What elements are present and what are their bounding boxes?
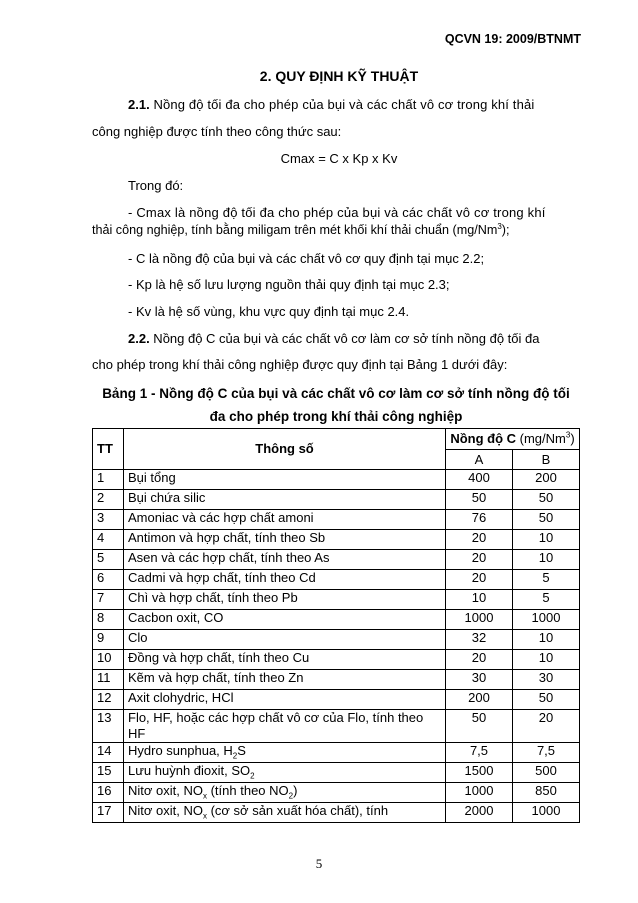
cell-tt: 10	[93, 650, 124, 670]
cell-tt: 8	[93, 610, 124, 630]
cell-value-a: 20	[446, 650, 513, 670]
header-column-a: A	[446, 450, 513, 470]
cell-value-a: 1000	[446, 610, 513, 630]
para-2-1-text: Nồng độ tối đa cho phép của bụi và các chất vô cơ trong khí thải	[149, 97, 535, 112]
cell-tt: 5	[93, 550, 124, 570]
cell-value-b: 500	[513, 763, 580, 783]
cell-value-b: 5	[513, 590, 580, 610]
param-text: Hydro sunphua, H	[128, 743, 233, 758]
cell-value-b: 10	[513, 630, 580, 650]
cell-value-b: 200	[513, 470, 580, 490]
cell-parameter	[124, 783, 446, 803]
para-2-2-number: 2.2.	[128, 331, 150, 346]
standard-code-header: QCVN 19: 2009/BTNMT	[444, 32, 581, 46]
header-concentration-unit	[516, 431, 575, 446]
cell-parameter: Cacbon oxit, CO	[124, 610, 446, 630]
header-concentration	[446, 429, 580, 450]
cell-parameter: Clo	[124, 630, 446, 650]
table-row	[93, 803, 580, 823]
bullet-kv: - Kv là hệ số vùng, khu vực quy định tại mục 2.4.	[128, 304, 410, 319]
table-row	[93, 650, 580, 670]
cell-parameter: Bụi chứa silic	[124, 490, 446, 510]
cell-value-a: 200	[446, 690, 513, 710]
formula: Cmax = C x Kp x Kv	[280, 151, 398, 166]
cell-value-a: 1500	[446, 763, 513, 783]
cell-value-b: 10	[513, 650, 580, 670]
table-row	[93, 570, 580, 590]
cell-tt: 17	[93, 803, 124, 823]
section-title: 2. QUY ĐỊNH KỸ THUẬT	[259, 68, 419, 84]
cell-tt: 1	[93, 470, 124, 490]
param-text-end: )	[293, 783, 298, 798]
bullet-c: - C là nồng độ của bụi và các chất vô cơ quy định tại mục 2.2;	[128, 251, 485, 266]
table-row	[93, 510, 580, 530]
bullet-cmax-line2-text: thải công nghiệp, tính bằng miligam trên mét khối khí thải chuẩn (mg/Nm	[92, 223, 498, 237]
table-row	[93, 710, 580, 743]
table-caption	[92, 382, 580, 428]
param-text: Nitơ oxit, NO	[128, 803, 203, 818]
cell-parameter	[124, 763, 446, 783]
page-number: 5	[315, 856, 323, 871]
bullet-cmax-line2	[92, 223, 509, 237]
para-2-2-text: Nồng độ C của bụi và các chất vô cơ làm cơ sở tính nồng độ tối đa	[149, 331, 540, 346]
table-body	[93, 470, 580, 823]
bullet-kp: - Kp là hệ số lưu lượng nguồn thải quy định tại mục 2.3;	[128, 277, 450, 292]
cell-value-a: 20	[446, 570, 513, 590]
table-row	[93, 690, 580, 710]
param-text-end: (cơ sở sản xuất hóa chất), tính	[206, 803, 389, 818]
para-2-2-line2: cho phép trong khí thải công nghiệp được quy định tại Bảng 1 dưới đây:	[92, 357, 508, 372]
table-row	[93, 630, 580, 650]
table-row	[93, 743, 580, 763]
cell-tt: 7	[93, 590, 124, 610]
cell-parameter	[124, 743, 446, 763]
param-subscript: 2	[250, 771, 255, 781]
table-header-row	[93, 429, 580, 450]
para-2-2-line1	[128, 331, 539, 346]
param-text-mid: (tính theo NO	[206, 783, 289, 798]
header-concentration-label: Nồng độ C	[450, 431, 517, 446]
cell-tt: 16	[93, 783, 124, 803]
param-subscript-2: 2	[288, 791, 294, 801]
cell-value-a: 50	[446, 490, 513, 510]
header-tt: TT	[93, 429, 124, 470]
cell-tt: 12	[93, 690, 124, 710]
table-row	[93, 670, 580, 690]
table-caption-line2: đa cho phép trong khí thải công nghiệp	[209, 409, 463, 424]
table-row	[93, 550, 580, 570]
cell-parameter: Đồng và hợp chất, tính theo Cu	[124, 650, 446, 670]
cell-value-a: 2000	[446, 803, 513, 823]
cell-value-a: 7,5	[446, 743, 513, 763]
table-row	[93, 530, 580, 550]
cell-value-b: 5	[513, 570, 580, 590]
cell-parameter	[124, 803, 446, 823]
cell-parameter: Kẽm và hợp chất, tính theo Zn	[124, 670, 446, 690]
cell-value-b: 50	[513, 690, 580, 710]
cell-value-a: 1000	[446, 783, 513, 803]
param-subscript: x	[202, 811, 207, 821]
trong-do-label: Trong đó:	[128, 178, 184, 193]
cell-parameter: Antimon và hợp chất, tính theo Sb	[124, 530, 446, 550]
cell-parameter: Cadmi và hợp chất, tính theo Cd	[124, 570, 446, 590]
bullet-cmax-line2-end: );	[501, 223, 510, 237]
cell-value-b: 20	[513, 710, 580, 743]
cell-value-b: 10	[513, 550, 580, 570]
unit-close: )	[570, 431, 575, 446]
cell-value-a: 30	[446, 670, 513, 690]
table-row	[93, 610, 580, 630]
cell-parameter: Axit clohydric, HCl	[124, 690, 446, 710]
para-2-1-number: 2.1.	[128, 97, 150, 112]
cell-tt: 6	[93, 570, 124, 590]
param-subscript: x	[202, 791, 207, 801]
table-row	[93, 763, 580, 783]
cell-value-a: 76	[446, 510, 513, 530]
cell-value-b: 10	[513, 530, 580, 550]
cell-tt: 11	[93, 670, 124, 690]
cell-value-b: 50	[513, 510, 580, 530]
cell-tt: 14	[93, 743, 124, 763]
cell-value-b: 30	[513, 670, 580, 690]
cell-tt: 4	[93, 530, 124, 550]
cell-parameter: Amoniac và các hợp chất amoni	[124, 510, 446, 530]
table-caption-line1: Bảng 1 - Nồng độ C của bụi và các chất vô cơ làm cơ sở tính nồng độ tối	[102, 386, 570, 401]
cell-tt: 13	[93, 710, 124, 743]
header-parameter: Thông số	[124, 429, 446, 470]
cell-value-a: 32	[446, 630, 513, 650]
cell-tt: 3	[93, 510, 124, 530]
cell-value-b: 7,5	[513, 743, 580, 763]
table-row	[93, 783, 580, 803]
cell-parameter: Asen và các hợp chất, tính theo As	[124, 550, 446, 570]
cell-value-a: 20	[446, 530, 513, 550]
cubic-superscript: 3	[497, 221, 502, 231]
bullet-cmax-line1: - Cmax là nồng độ tối đa cho phép của bụi và các chất vô cơ trong khí	[128, 205, 546, 220]
cell-parameter: Flo, HF, hoặc các hợp chất vô cơ của Flo, tính theo HF	[124, 710, 446, 743]
cell-parameter: Bụi tổng	[124, 470, 446, 490]
para-2-1-line1	[128, 97, 534, 112]
unit-superscript: 3	[565, 430, 571, 440]
cell-tt: 9	[93, 630, 124, 650]
header-column-b: B	[513, 450, 580, 470]
param-text-end: S	[237, 743, 246, 758]
cell-value-a: 20	[446, 550, 513, 570]
cell-value-b: 1000	[513, 803, 580, 823]
cell-tt: 2	[93, 490, 124, 510]
param-text: Nitơ oxit, NO	[128, 783, 203, 798]
unit-text: (mg/Nm	[516, 431, 566, 446]
table-row	[93, 590, 580, 610]
para-2-1-line2: công nghiệp được tính theo công thức sau:	[92, 124, 342, 139]
cell-value-a: 50	[446, 710, 513, 743]
cell-value-b: 1000	[513, 610, 580, 630]
cell-value-a: 10	[446, 590, 513, 610]
cell-value-b: 50	[513, 490, 580, 510]
cell-tt: 15	[93, 763, 124, 783]
table-row	[93, 470, 580, 490]
cell-parameter: Chì và hợp chất, tính theo Pb	[124, 590, 446, 610]
param-subscript: 2	[232, 751, 238, 761]
concentration-table	[92, 428, 580, 823]
cell-value-a: 400	[446, 470, 513, 490]
cell-value-b: 850	[513, 783, 580, 803]
param-text: Lưu huỳnh đioxit, SO	[128, 763, 251, 778]
table-row	[93, 490, 580, 510]
